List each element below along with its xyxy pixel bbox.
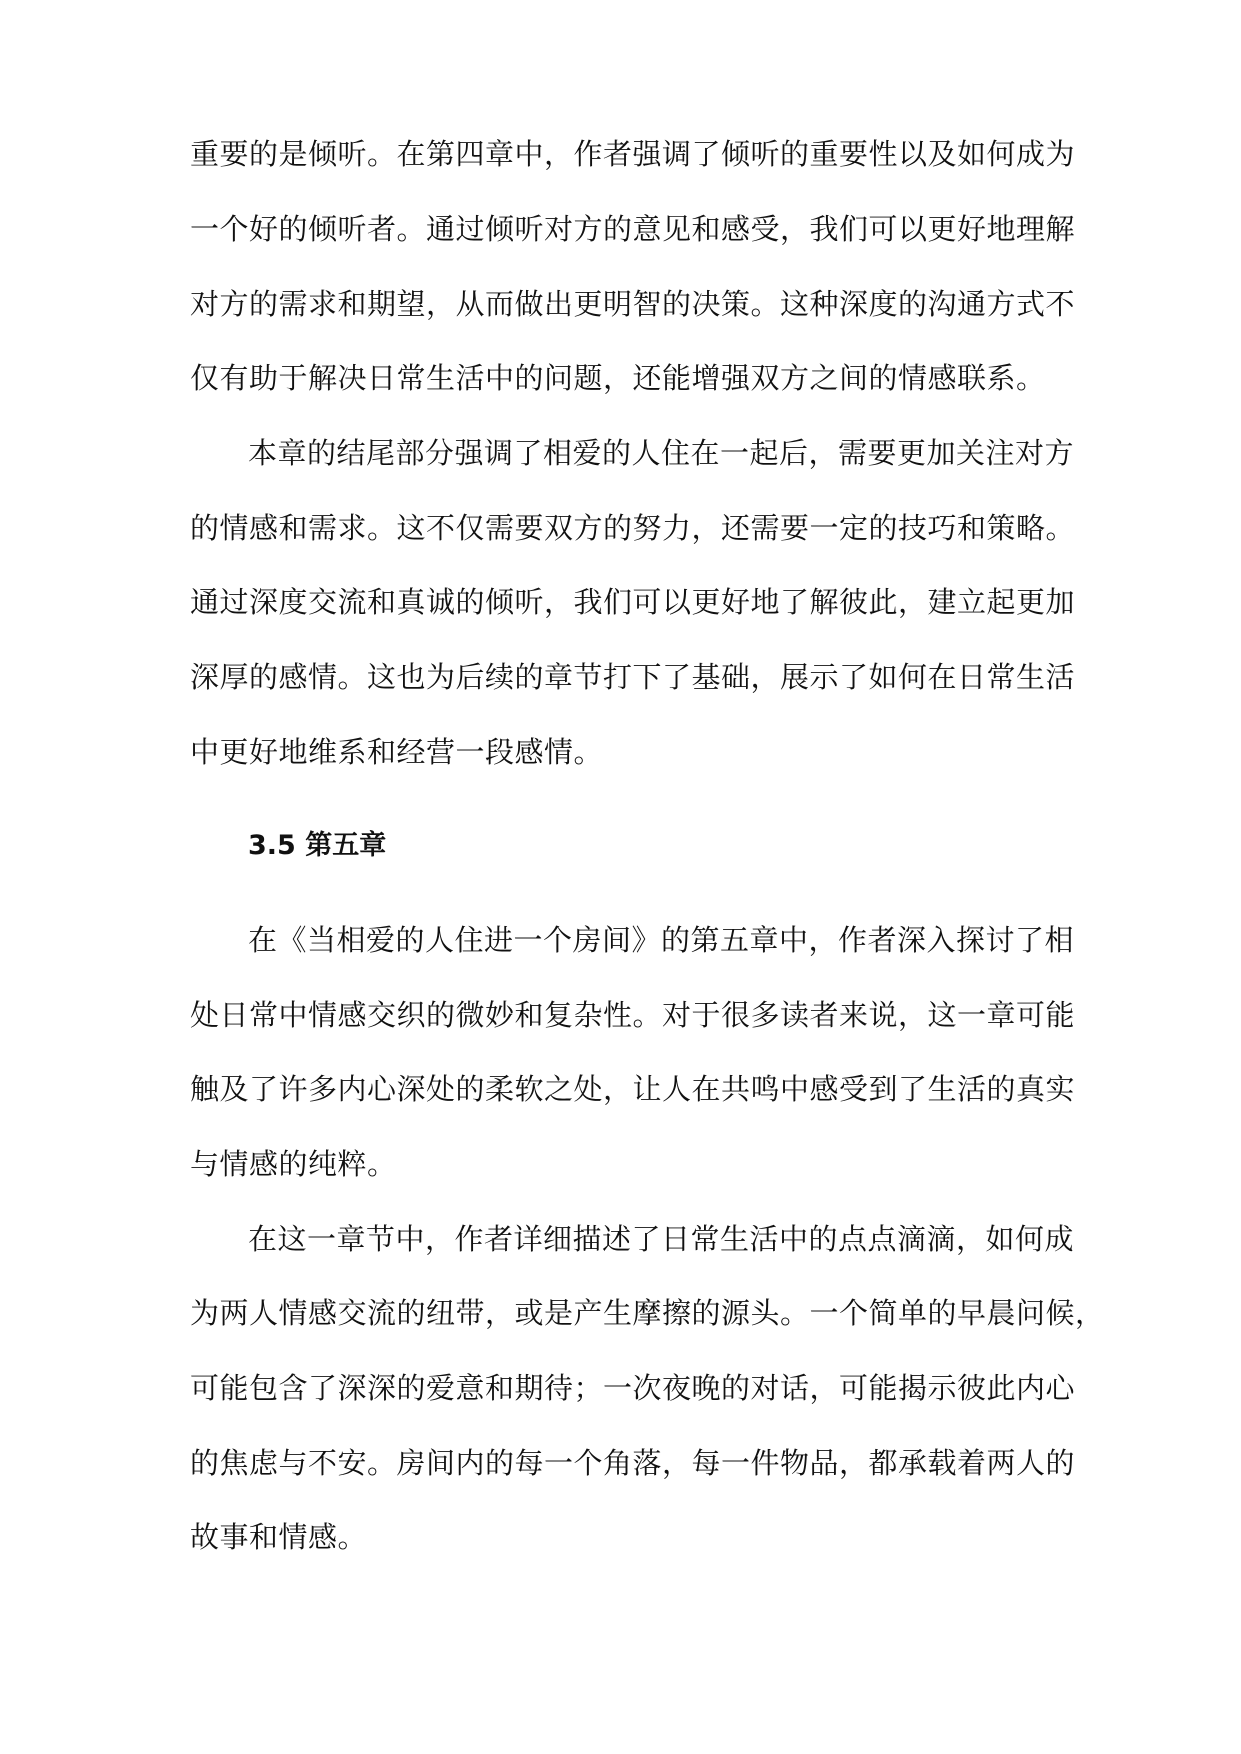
text-line: 故事和情感。 [190, 1520, 368, 1554]
text-line: 的情感和需求。这不仅需要双方的努力，还需要一定的技巧和策略。 [190, 511, 1076, 545]
text-line: 深厚的感情。这也为后续的章节打下了基础，展示了如何在日常生活 [190, 660, 1076, 694]
text-line: 的焦虑与不安。房间内的每一个角落，每一件物品，都承载着两人的 [190, 1446, 1076, 1480]
text-line: 中更好地维系和经营一段感情。 [190, 735, 604, 769]
text-line: 可能包含了深深的爱意和期待；一次夜晚的对话，可能揭示彼此内心 [190, 1371, 1076, 1405]
section-heading: 3.5 第五章 [248, 830, 387, 861]
text-line: 一个好的倾听者。通过倾听对方的意见和感受，我们可以更好地理解 [190, 212, 1076, 246]
text-line: 通过深度交流和真诚的倾听，我们可以更好地了解彼此，建立起更加 [190, 585, 1076, 619]
text-line: 与情感的纯粹。 [190, 1147, 397, 1181]
text-line: 在这一章节中，作者详细描述了日常生活中的点点滴滴，如何成 [248, 1222, 1075, 1256]
text-line: 对方的需求和期望，从而做出更明智的决策。这种深度的沟通方式不 [190, 287, 1076, 321]
text-line: 仅有助于解决日常生活中的问题，还能增强双方之间的情感联系。 [190, 361, 1046, 395]
text-line: 触及了许多内心深处的柔软之处，让人在共鸣中感受到了生活的真实 [190, 1072, 1076, 1106]
text-line: 本章的结尾部分强调了相爱的人住在一起后，需要更加关注对方 [248, 436, 1075, 470]
text-line: 重要的是倾听。在第四章中，作者强调了倾听的重要性以及如何成为 [190, 137, 1076, 171]
text-line: 处日常中情感交织的微妙和复杂性。对于很多读者来说，这一章可能 [190, 998, 1076, 1032]
text-line: 在《当相爱的人住进一个房间》的第五章中，作者深入探讨了相 [248, 923, 1075, 957]
text-line: 为两人情感交流的纽带，或是产生摩擦的源头。一个简单的早晨问候， [190, 1296, 1105, 1330]
